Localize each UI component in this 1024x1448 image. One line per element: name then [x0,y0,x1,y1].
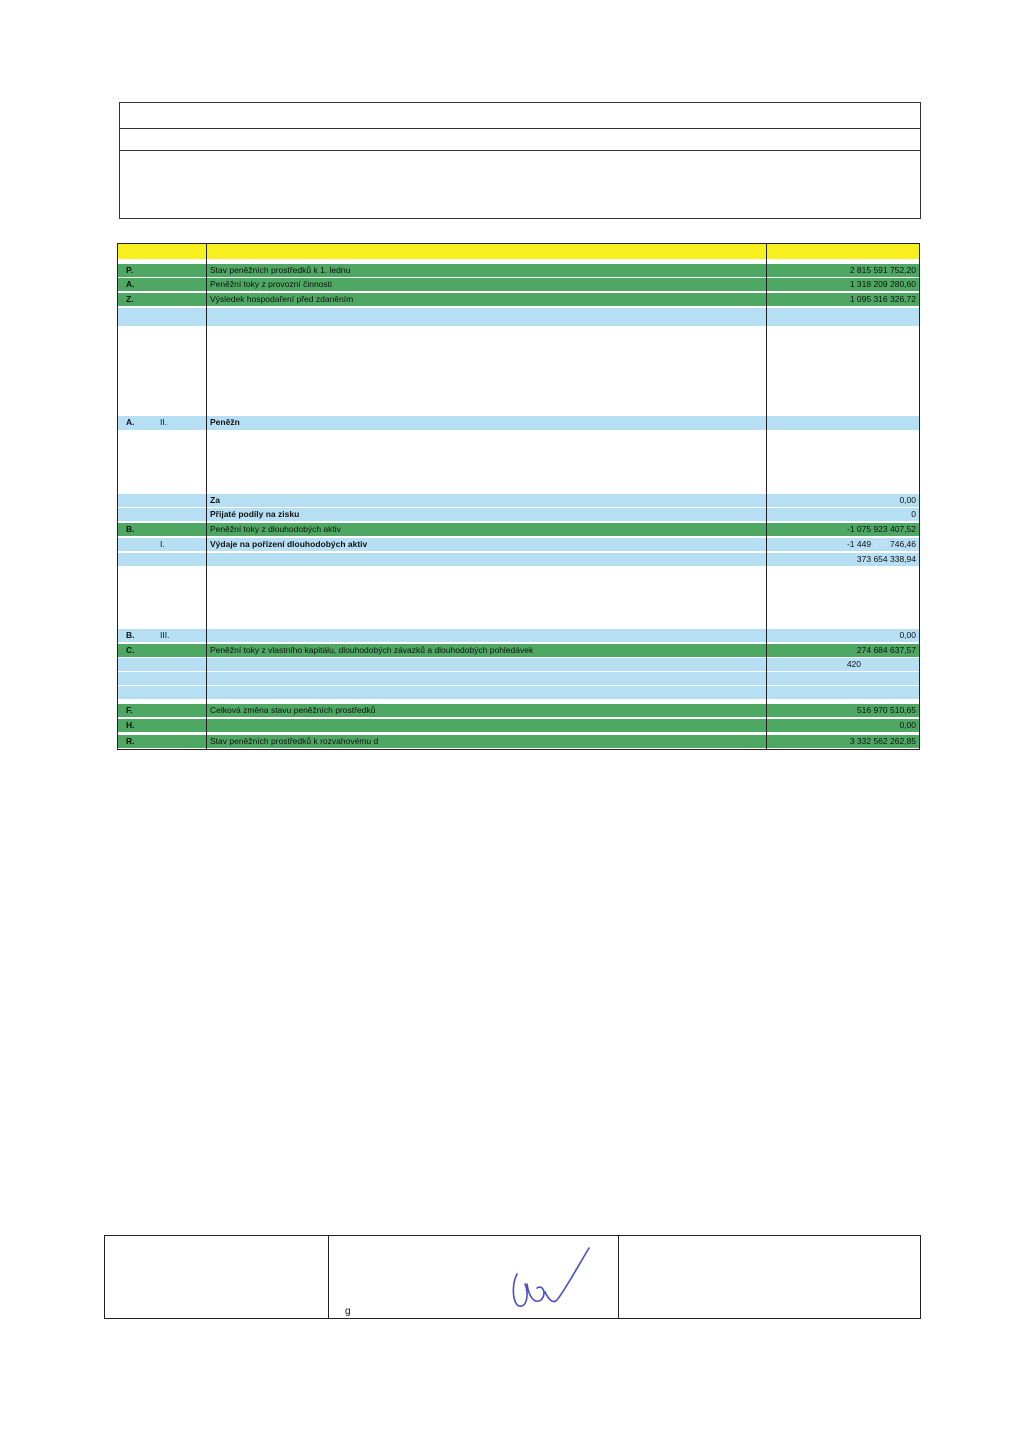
row-label: Peněžní toky z dlouhodobých aktiv [210,524,341,534]
row-label: Stav peněžních prostředků k 1. lednu [210,265,351,275]
row-label: Za [210,495,220,505]
table-row [118,523,919,536]
row-label: Přijaté podíly na zisku [210,509,300,519]
row-value: 274 684 637,57 [856,645,916,655]
table-row [118,658,919,671]
table-row [118,704,919,717]
row-label: Celková změna stavu peněžních prostředků [210,705,376,715]
row-value: 1 318 209 280,60 [849,279,916,289]
row-label: Výdaje na pořízení dlouhodobých aktiv [210,539,368,549]
table-row [118,416,919,430]
row-value: 3 332 562 262,85 [849,736,916,746]
table-row [118,293,919,306]
row-label: Peněžn [210,417,240,427]
row-roman: II. [160,417,168,427]
row-value: 0 [911,509,916,519]
table-row-faded [118,308,919,326]
row-code: B. [126,524,135,534]
row-value: 0,00 [899,630,916,640]
row-code: B. [126,630,135,640]
table-row [118,264,919,277]
row-code: P. [126,265,133,275]
cash-flow-table [117,243,920,750]
row-code: C. [126,645,135,655]
signature-divider [328,1236,329,1318]
value-head: -1 449 [846,539,872,549]
row-code: Z. [126,294,134,304]
blank-section [118,567,919,629]
row-roman: III. [160,630,170,640]
row-code: F. [126,705,133,715]
row-label: Stav peněžních prostředků k rozvahovému d [210,736,379,746]
table-row [118,538,919,551]
table-row [118,553,919,566]
row-roman: I. [160,539,165,549]
row-value: 0,00 [899,720,916,730]
signature-letter: g [345,1306,351,1317]
row-code: A. [126,279,135,289]
signature-box [104,1235,921,1319]
table-row [118,719,919,732]
row-value [847,538,916,551]
row-code: R. [126,736,135,746]
table-row-faded [118,672,919,685]
table-row [118,629,919,642]
row-value: 420 [846,659,861,669]
column-divider [206,244,207,749]
row-value: 2 815 591 752,20 [849,265,916,275]
row-value: 373 654 338,94 [856,554,916,564]
column-divider [766,244,767,749]
table-header-band [118,244,919,259]
table-row [118,735,919,748]
header-box [119,102,921,219]
table-row [118,508,919,521]
signature-divider [618,1236,619,1318]
row-label: Peněžní toky z provozní činnosti [210,279,332,289]
table-row [118,494,919,507]
row-value: 0,00 [899,495,916,505]
table-row-faded [118,686,919,699]
value-faded: 977 [873,539,888,549]
row-value: -1 075 923 407,52 [846,524,916,534]
header-divider [120,128,920,129]
row-code: A. [126,417,135,427]
handwritten-signature [505,1244,600,1314]
table-row [118,644,919,657]
row-code: H. [126,720,135,730]
blank-section [118,326,919,416]
blank-section [118,430,919,494]
row-label: Peněžní toky z vlastního kapitálu, dlouhodobých závazků a dlouhodobých pohledávek [210,645,534,655]
row-label: Výsledek hospodaření před zdaněním [210,294,354,304]
header-divider [120,150,920,151]
table-row [118,278,919,291]
value-tail: 746,46 [890,539,916,549]
row-value: 516 970 510,65 [856,705,916,715]
row-value: 1 095 316 326,72 [849,294,916,304]
